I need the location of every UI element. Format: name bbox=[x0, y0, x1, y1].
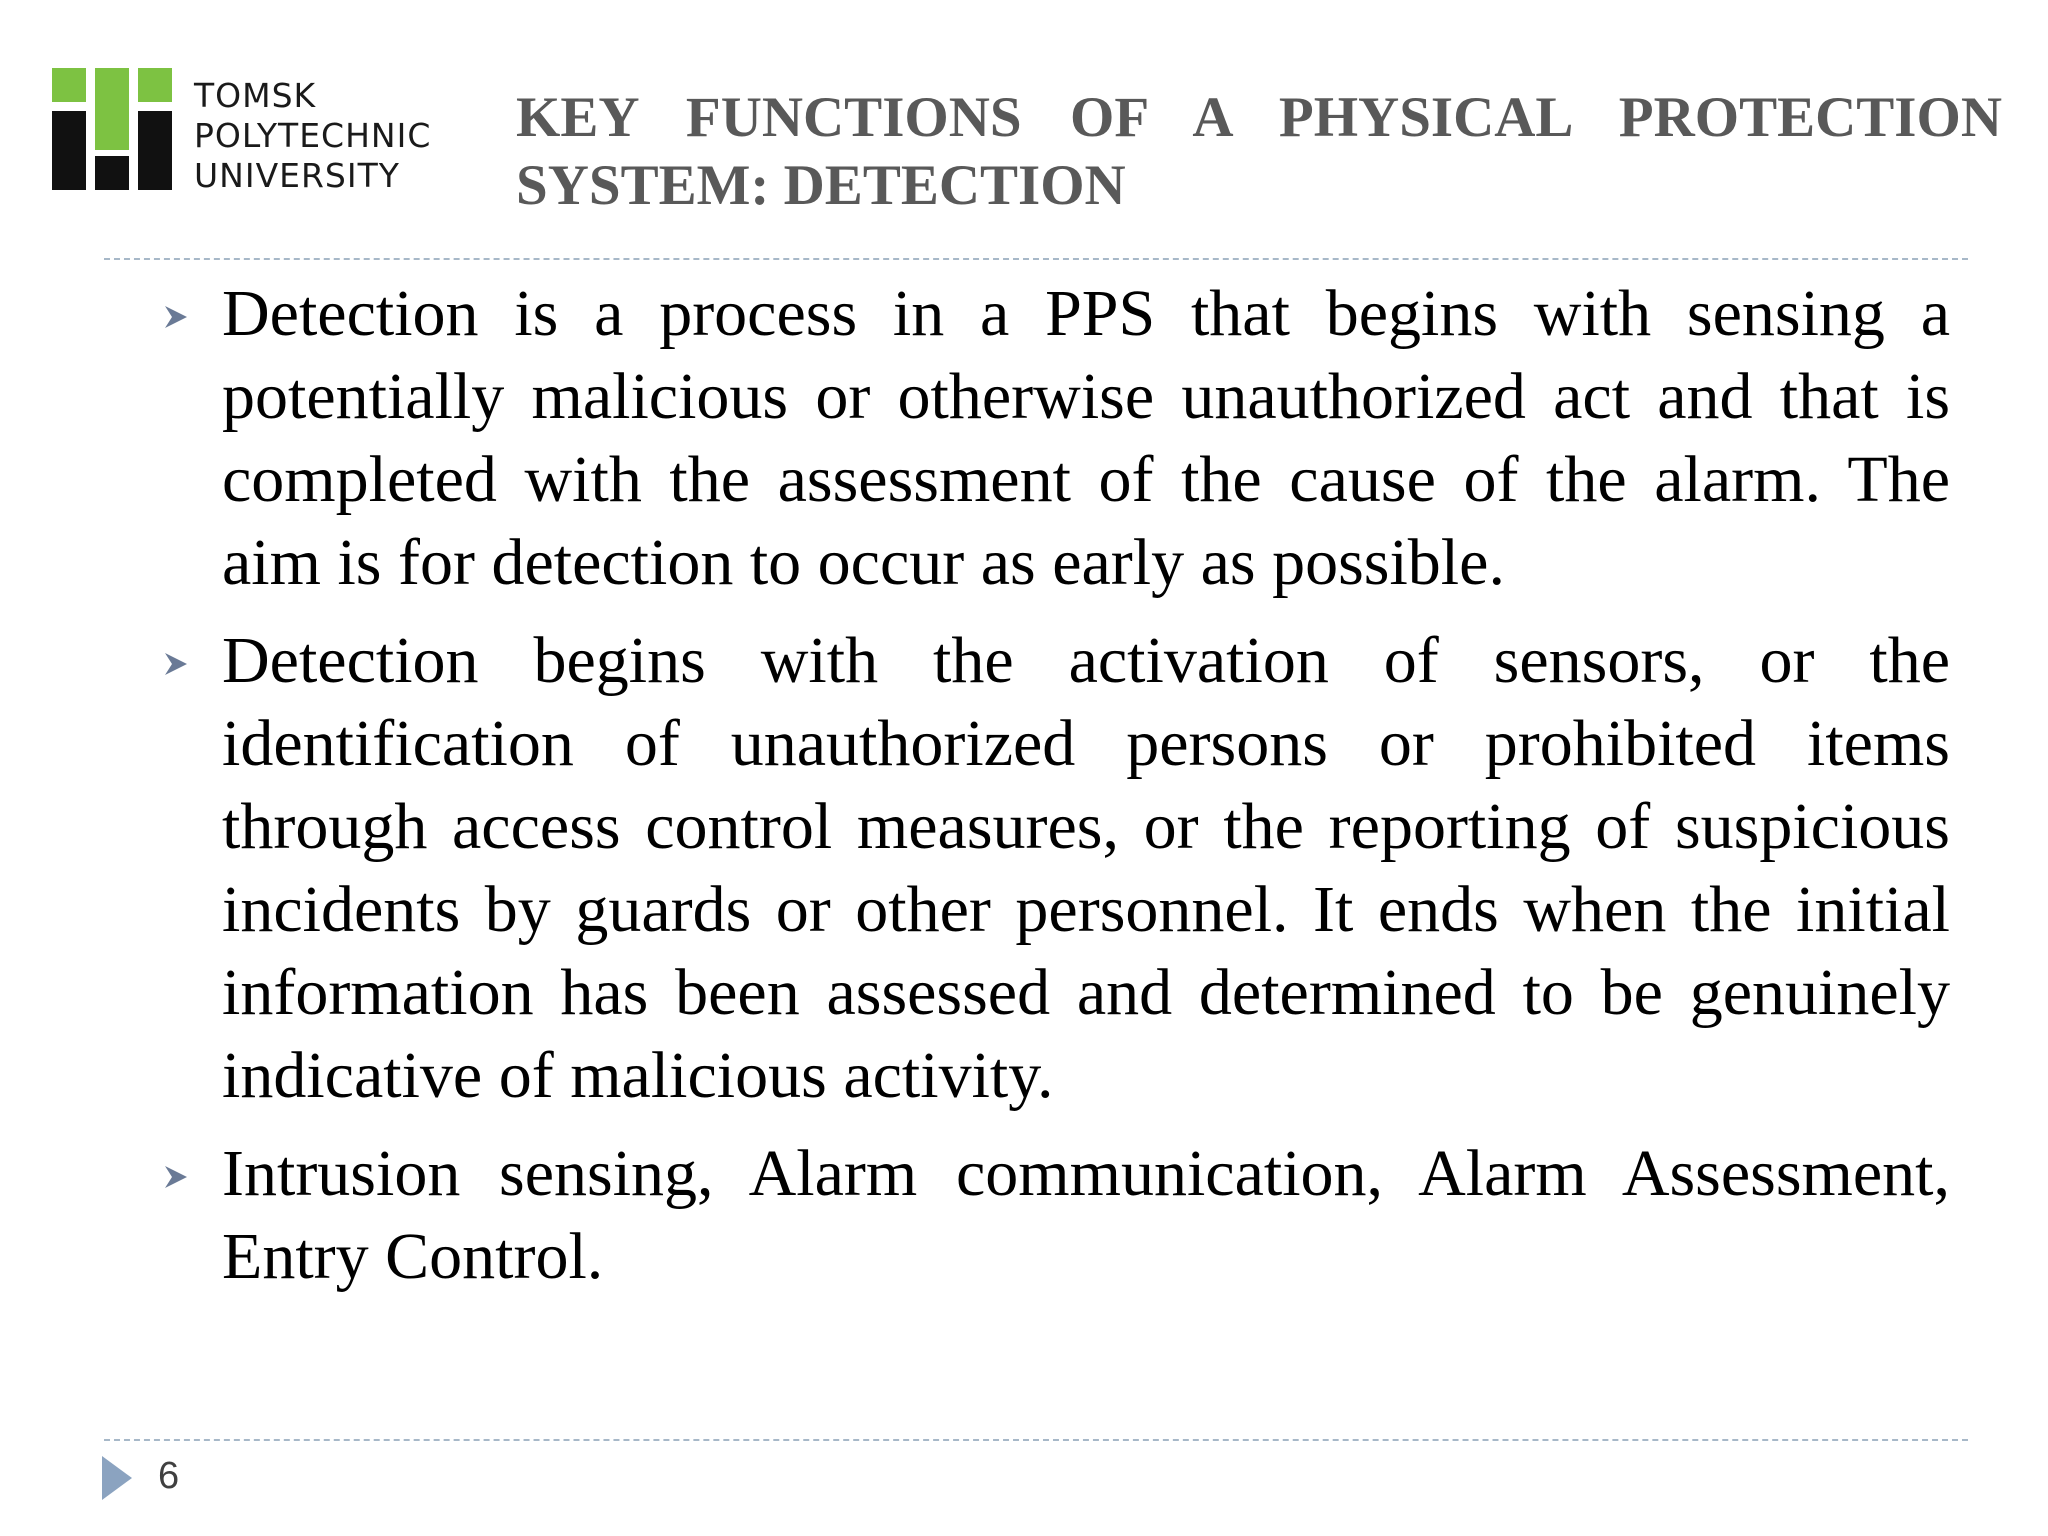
slide-title-line: KEY FUNCTIONS OF A PHYSICAL PROTECTION bbox=[516, 86, 2002, 149]
arrow-bullet-icon bbox=[162, 1163, 190, 1191]
top-divider bbox=[104, 258, 1968, 260]
university-name-line: UNIVERSITY bbox=[194, 156, 400, 195]
footer-triangle-icon bbox=[102, 1456, 132, 1500]
bullet-item bbox=[160, 619, 1950, 1117]
bullet-text: Detection is a process in a PPS that begins with sensing a potentially malicious or otherwise unauthorized act and that is completed with the assessment of the cause of the alarm. The aim is for detection to occur as early as possible. bbox=[222, 277, 1950, 599]
slide-title bbox=[516, 84, 2002, 220]
university-name bbox=[194, 76, 431, 196]
bullet-text: Detection begins with the activation of sensors, or the identification of unauthorized persons or prohibited items through access control measures, or the reporting of suspicious incidents by guards or other personnel. It ends when the initial information has been assessed and determined to be genuinely indicative of malicious activity. bbox=[222, 624, 1950, 1112]
bottom-divider bbox=[104, 1439, 1968, 1441]
university-name-line: TOMSK bbox=[194, 76, 317, 115]
bullet-list bbox=[160, 272, 1950, 1313]
tpu-logo-icon bbox=[52, 68, 172, 190]
arrow-bullet-icon bbox=[162, 303, 190, 331]
page-number: 6 bbox=[158, 1455, 180, 1497]
bullet-item bbox=[160, 272, 1950, 604]
arrow-bullet-icon bbox=[162, 650, 190, 678]
bullet-item bbox=[160, 1132, 1950, 1298]
university-name-line: POLYTECHNIC bbox=[194, 116, 432, 155]
slide-title-line: SYSTEM: DETECTION bbox=[516, 154, 1126, 217]
bullet-text: Intrusion sensing, Alarm communication, Alarm Assessment, Entry Control. bbox=[222, 1137, 1950, 1293]
